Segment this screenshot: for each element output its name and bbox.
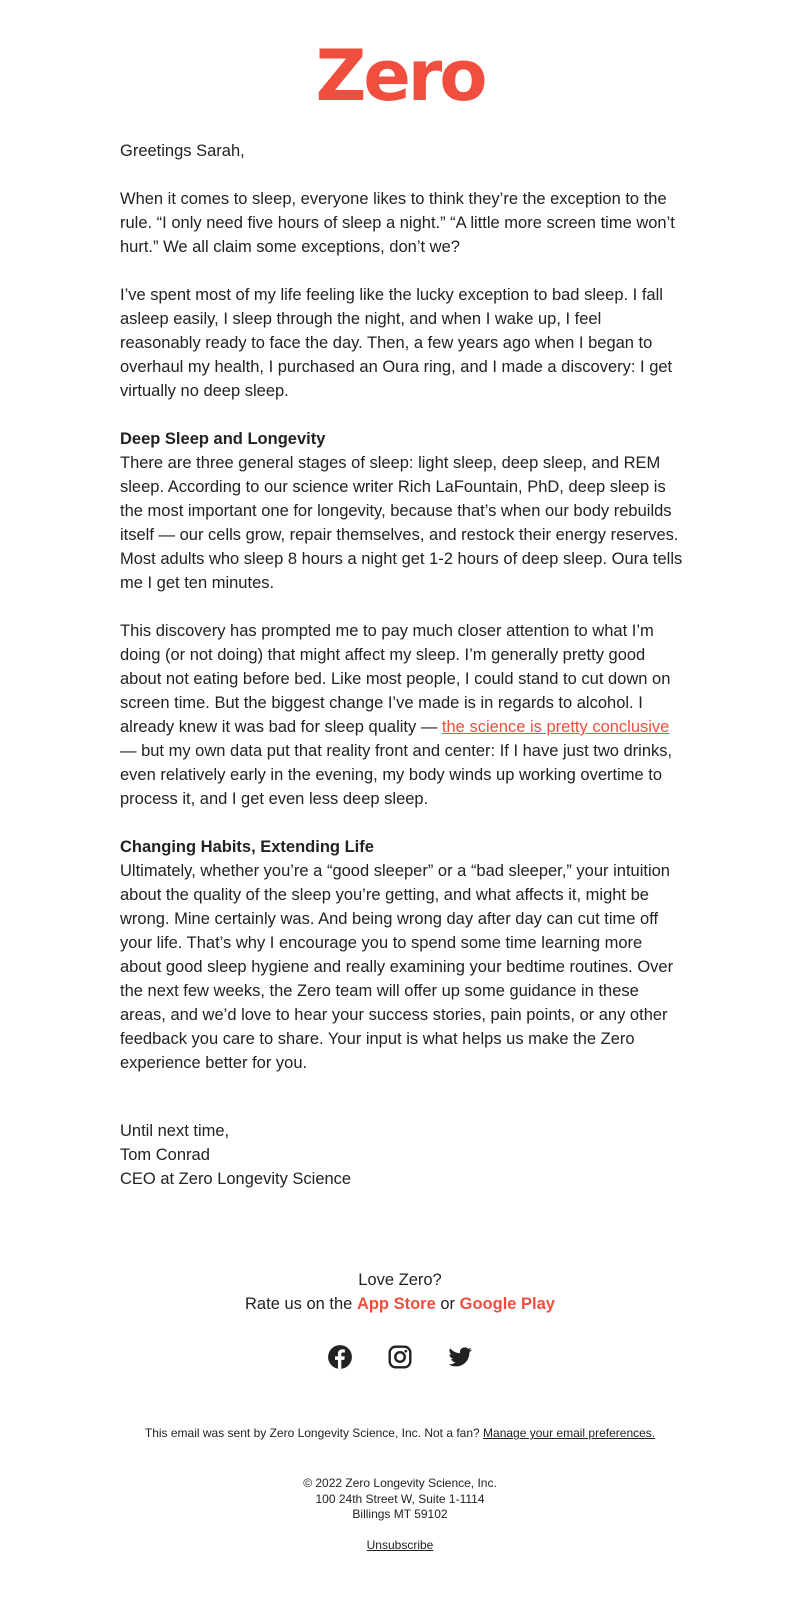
sent-by-notice <box>0 1425 800 1441</box>
social-links <box>0 1344 800 1370</box>
discovery-paragraph <box>120 619 685 811</box>
google-play-link[interactable]: Google Play <box>459 1295 555 1313</box>
unsubscribe-link[interactable]: Unsubscribe <box>366 1538 434 1552</box>
habits-section <box>120 835 685 1075</box>
section-body: Ultimately, whether you’re a “good sleeper” or a “bad sleeper,” your intuition about the quality of the sleep you’re getting, and what affects it, might be wrong. Mine certainly was. And being wrong day after day can cut time off your life. That’s why I encourage you to spend some time learning more about good sleep hygiene and really examining your bedtime routines. Over the next few weeks, the Zero team will offer up some guidance in these areas, and we’d love to hear your success stories, pain points, or any other feedback you care to share. Your input is what helps us make the Zero experience better for you. <box>120 862 674 1072</box>
love-zero-line: Love Zero? <box>358 1271 442 1289</box>
app-store-link[interactable]: App Store <box>356 1295 436 1313</box>
manage-preferences-link[interactable]: Manage your email preferences. <box>483 1426 656 1440</box>
discovery-text-after: — but my own data put that reality front and center: If I have just two drinks, even relatively early in the evening, my body winds up working overtime to process it, and I get even less deep sleep. <box>120 742 673 808</box>
facebook-link[interactable] <box>327 1344 353 1370</box>
address-line-2: Billings MT 59102 <box>352 1507 448 1521</box>
twitter-icon <box>447 1344 473 1370</box>
unsubscribe-block <box>0 1537 800 1553</box>
oura-paragraph: I’ve spent most of my life feeling like the lucky exception to bad sleep. I fall asleep easily, I sleep through the night, and when I wake up, I feel reasonably ready to face the day. Then, a few years ago when I began to overhaul my health, I purchased an Oura ring, and I made a discovery: I get virtually no deep sleep. <box>120 286 673 400</box>
rate-prefix: Rate us on the <box>245 1295 357 1313</box>
instagram-link[interactable] <box>387 1344 413 1370</box>
signoff-closing: Until next time, <box>120 1122 230 1140</box>
section-heading: Deep Sleep and Longevity <box>120 430 326 448</box>
email-body <box>120 139 685 1215</box>
greeting: Greetings Sarah, <box>120 142 245 160</box>
zero-logo[interactable]: Zero <box>315 35 485 117</box>
section-body: There are three general stages of sleep: light sleep, deep sleep, and REM sleep. According to our science writer Rich LaFountain, PhD, deep sleep is the most important one for longevity, because that’s when our body rebuilds itself — our cells grow, repair themselves, and restock their energy reserves. Most adults who sleep 8 hours a night get 1-2 hours of deep sleep. Oura tells me I get ten minutes. <box>120 454 683 592</box>
intro-paragraph: When it comes to sleep, everyone likes to think they’re the exception to the rule. “I only need five hours of sleep a night.” “A little more screen time won’t hurt.” We all claim some exceptions, don’t we? <box>120 190 675 256</box>
rate-or: or <box>435 1295 460 1313</box>
twitter-link[interactable] <box>447 1344 473 1370</box>
science-conclusive-link[interactable]: the science is pretty conclusive <box>441 718 670 736</box>
sent-by-text: This email was sent by Zero Longevity Science, Inc. Not a fan? <box>144 1426 484 1440</box>
company-address <box>0 1476 800 1523</box>
signoff-title: CEO at Zero Longevity Science <box>120 1170 352 1188</box>
copyright: © 2022 Zero Longevity Science, Inc. <box>303 1476 497 1490</box>
instagram-icon <box>387 1344 413 1370</box>
deep-sleep-section <box>120 427 685 595</box>
address-line-1: 100 24th Street W, Suite 1-1114 <box>315 1491 485 1506</box>
signoff-name: Tom Conrad <box>120 1146 210 1164</box>
section-heading: Changing Habits, Extending Life <box>120 838 374 856</box>
rate-us-line <box>0 1292 800 1316</box>
rate-us-block <box>0 1268 800 1316</box>
signoff <box>120 1119 685 1191</box>
facebook-icon <box>327 1344 353 1370</box>
discovery-text-before: This discovery has prompted me to pay much closer attention to what I’m doing (or not doing) that might affect my sleep. I’m generally pretty good about not eating before bed. Like most people, I could stand to cut down on screen time. But the biggest change I’ve made is in regards to alcohol. I already knew it was bad for sleep quality — <box>120 622 671 736</box>
